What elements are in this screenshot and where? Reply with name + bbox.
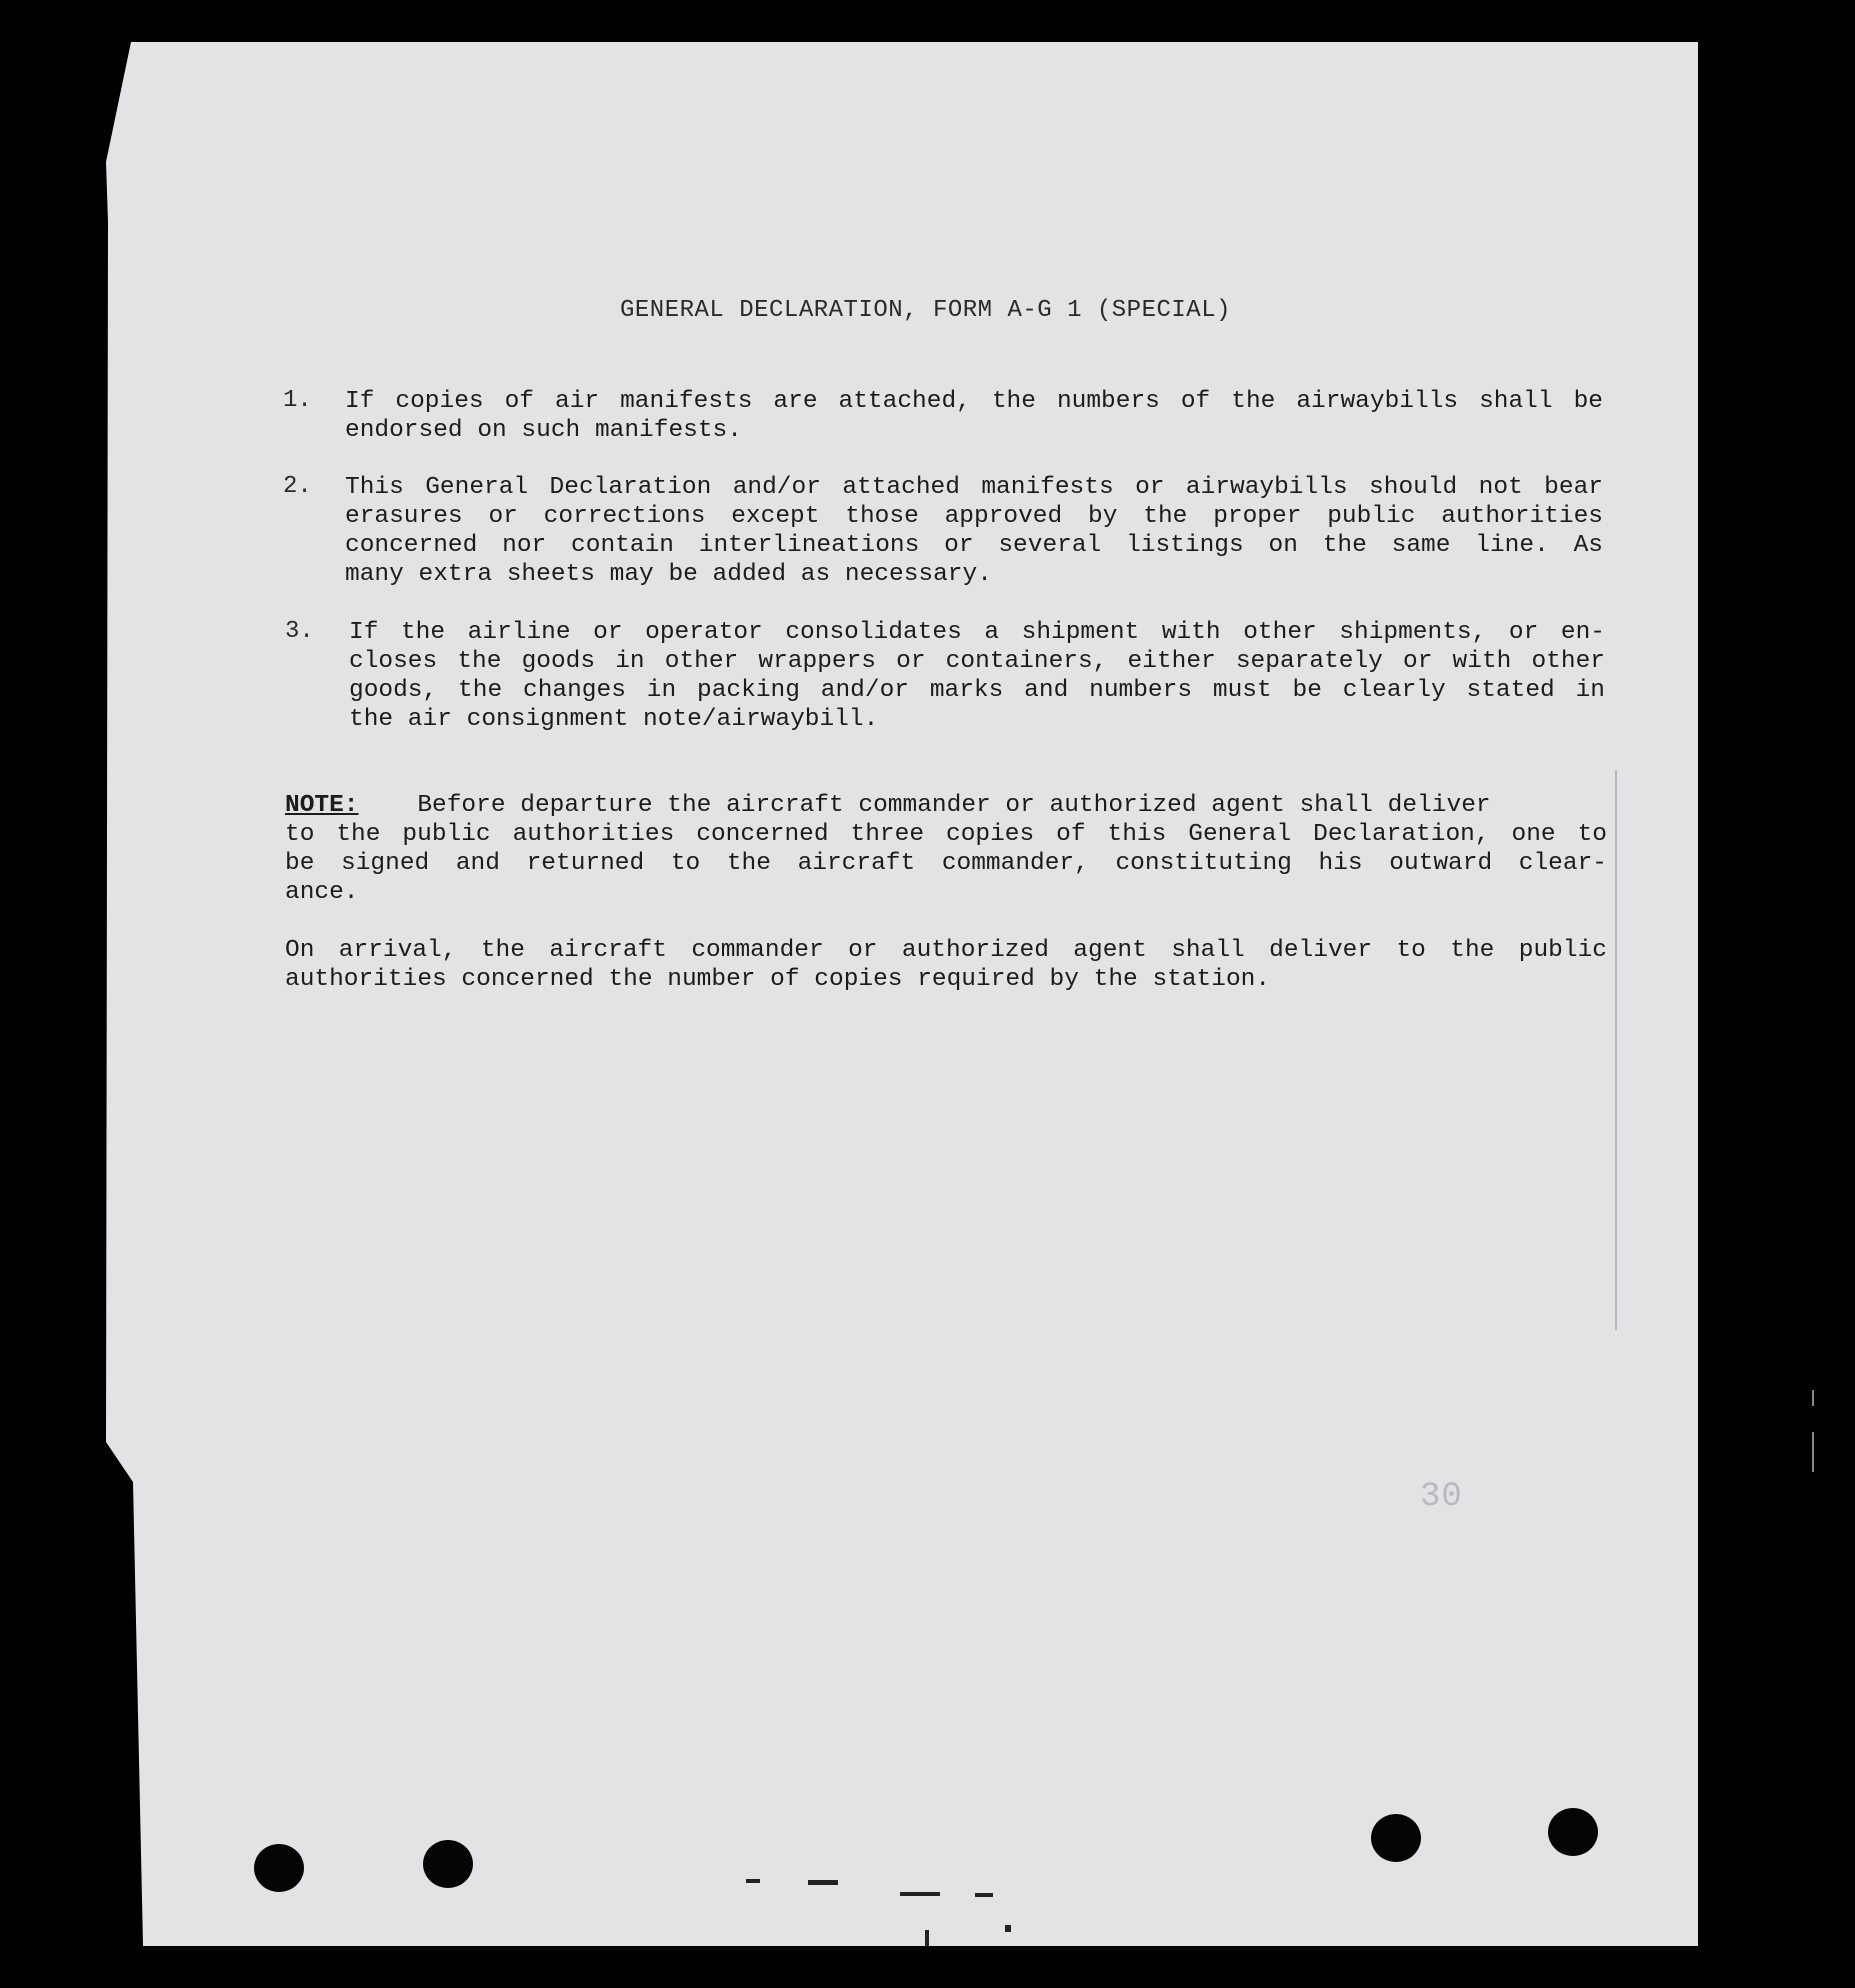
punch-hole [1371,1814,1421,1862]
paragraph-line: closes the goods in other wrappers or containers, either separately or with other [349,648,1605,675]
scan-speck [1005,1925,1011,1932]
item-paragraph [349,618,1605,734]
item-number: 3. [285,618,314,645]
paragraph-line: On arrival, the aircraft commander or authorized agent shall deliver to the public [285,937,1607,964]
document-page [106,42,1698,1946]
note-first-line [285,791,1607,820]
paragraph-line: erasures or corrections except those approved by the proper public authorities [345,503,1603,530]
document-title: GENERAL DECLARATION, FORM A-G 1 (SPECIAL) [620,297,1231,324]
paragraph-line: to the public authorities concerned three copies of this General Declaration, one to [285,821,1607,848]
punch-hole [254,1844,304,1892]
item-paragraph [345,473,1603,589]
scan-speck [925,1930,929,1946]
item-number: 1. [283,387,312,414]
item-paragraph [345,387,1603,445]
paragraph-line: many extra sheets may be added as necessary. [345,561,992,588]
paragraph-line: This General Declaration and/or attached manifests or airwaybills should not bear [345,474,1603,501]
scan-edge-mark [1812,1432,1814,1472]
paragraph-line: concerned nor contain interlineations or several listings on the same line. As [345,532,1603,559]
scan-edge-mark [1615,770,1617,1330]
paragraph-line: authorities concerned the number of copies required by the station. [285,966,1271,993]
paragraph-line: be signed and returned to the aircraft commander, constituting his outward clear- [285,850,1607,877]
scan-speck [900,1892,940,1896]
note-first-line-text: Before departure the aircraft commander or authorized agent shall deliver [417,792,1491,819]
scan-speck [975,1893,993,1897]
scan-speck [746,1879,760,1883]
punch-hole [1548,1808,1598,1856]
note-paragraph [285,791,1607,907]
paragraph-line: goods, the changes in packing and/or marks and numbers must be clearly stated in [349,677,1605,704]
arrival-paragraph [285,936,1607,994]
page-number: 30 [1420,1478,1463,1516]
punch-hole [423,1840,473,1888]
paragraph-line: If the airline or operator consolidates a shipment with other shipments, or en- [349,619,1605,646]
paragraph-line: endorsed on such manifests. [345,417,742,444]
scan-speck [808,1880,838,1885]
scan-edge-mark [1812,1390,1814,1406]
paragraph-line: the air consignment note/airwaybill. [349,706,879,733]
item-number: 2. [283,473,312,500]
paragraph-line: If copies of air manifests are attached, the numbers of the airwaybills shall be [345,388,1603,415]
note-label: NOTE: [285,792,359,819]
paragraph-line: ance. [285,879,359,906]
